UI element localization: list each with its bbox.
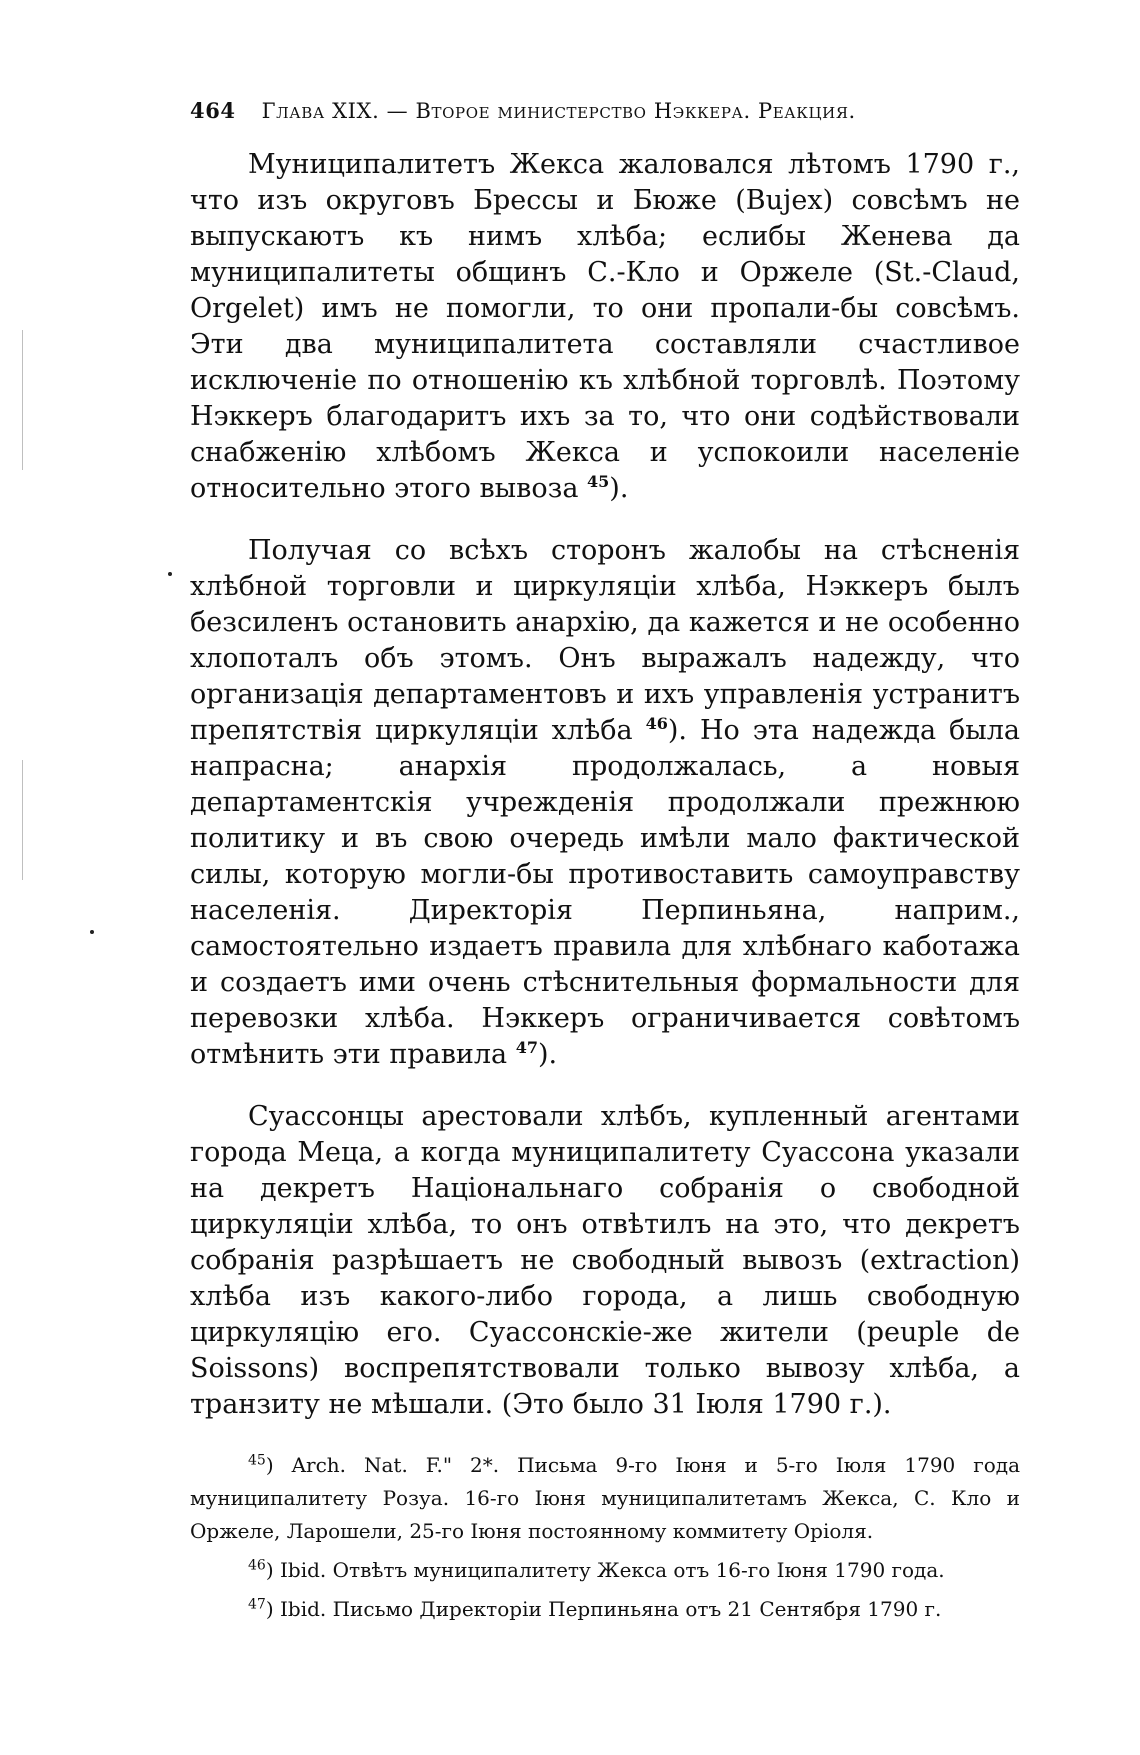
running-header <box>190 98 1020 123</box>
margin-dot <box>90 930 94 934</box>
paragraph-text: Суассонцы арестовали хлѣбъ, купленный агентами города Меца, а когда муниципалитету Суассона указали на декретъ Національнаго собранія о свободной циркуляціи хлѣба, то онъ отвѣтилъ на это, что декретъ собранія разрѣшаетъ не свободный вывозъ (extraction) хлѣба изъ какого-либо города, а лишь свободную циркуляцію его. Суассонскіе-же жители (peuple de Soissons) воспрепятствовали только вывозу хлѣба, а транзиту не мѣшали. (Это было 31 Іюля 1790 г.). <box>190 1101 1020 1420</box>
paragraph-2 <box>190 533 1020 1073</box>
footnote-mark: 45 <box>248 1452 266 1469</box>
footnote-mark: 46 <box>248 1557 266 1574</box>
page-number: 464 <box>190 98 236 123</box>
footnote-ref-47[interactable]: 47 <box>515 1038 538 1057</box>
footnotes <box>190 1449 1020 1626</box>
paragraph-text: Получая со всѣхъ сторонъ жалобы на стѣсненія хлѣбной торговли и циркуляціи хлѣба, Нэккеръ былъ безсиленъ остановить анархію, да кажется и не особенно хлопоталъ объ этомъ. Онъ выражалъ надежду, что организація департаментовъ и ихъ управленія устранитъ препятствія циркуляціи хлѣба <box>190 535 1020 746</box>
footnote-text: Arch. Nat. F." 2*. Письма 9-го Іюня и 5-го Іюля 1790 года муниципалитету Розуа. 16-го Іюня муниципалитетамъ Жекса, С. Кло и Оржеле, Ларошели, 25-го Іюня постоянному коммитету Оріоля. <box>190 1453 1020 1543</box>
paragraph-text: ). <box>538 1039 558 1070</box>
footnote-text: Ibid. Отвѣтъ муниципалитету Жекса отъ 16-го Іюня 1790 года. <box>280 1558 945 1582</box>
paragraph-1 <box>190 147 1020 507</box>
chapter-title: Глава XIX. — Второе министерство Нэккера. Реакция. <box>261 99 856 123</box>
left-margin-line-lower <box>22 760 23 880</box>
footnote-47: $^{47}$) Ibid. Письмо Директоріи Перпиньяна отъ 21 Сентября 1790 г. <box>248 1596 942 1621</box>
footnote-ref-46[interactable]: 46 <box>645 714 668 733</box>
footnote-46: $^{46}$) Ibid. Отвѣтъ муниципалитету Жекса отъ 16-го Іюня 1790 года. <box>248 1557 945 1582</box>
paragraph-text: ). <box>609 473 629 504</box>
paragraph-text: ). Но эта надежда была напрасна; анархія продолжалась, а новыя департаментскія учрежденія продолжали прежнюю политику и въ свою очередь имѣли мало фактической силы, которую могли-бы противоставить самоуправству населенія. Директорія Перпиньяна, наприм., самостоятельно издаетъ правила для хлѣбнаго каботажа и создаетъ ими очень стѣснительныя формальности для перевозки хлѣба. Нэккеръ ограничивается совѣтомъ отмѣнить эти правила <box>190 715 1021 1070</box>
margin-dot <box>168 572 172 576</box>
footnote-45: $^{45}$) Arch. Nat. F." 2*. Письма 9-го Іюня и 5-го Іюля 1790 года муниципалитету Розуа. 16-го Іюня муниципалитетамъ Жекса, С. Кло и Оржеле, Ларошели, 25-го Іюня постоянному коммитету Оріоля. <box>190 1452 1020 1543</box>
paragraph-text: Муниципалитетъ Жекса жаловался лѣтомъ 1790 г., что изъ округовъ Брессы и Бюже (Bujex) совсѣмъ не выпускаютъ къ нимъ хлѣба; еслибы Женева да муниципалитеты общинъ С.-Кло и Оржеле (St.-Claud, Orgelet) имъ не помогли, то они пропали-бы совсѣмъ. Эти два муниципалитета составляли счастливое исключеніе по отношенію къ хлѣбной торговлѣ. Поэтому Нэккеръ благодаритъ ихъ за то, что они содѣйствовали снабженію хлѣбомъ Жекса и успокоили населеніе относительно этого вывоза <box>190 149 1020 504</box>
footnote-ref-45[interactable]: 45 <box>587 472 610 491</box>
footnote-mark: 47 <box>248 1596 266 1613</box>
page-body <box>190 98 1020 1632</box>
paragraph-3 <box>190 1099 1020 1423</box>
left-margin-line <box>22 330 23 470</box>
footnote-text: Ibid. Письмо Директоріи Перпиньяна отъ 21 Сентября 1790 г. <box>280 1597 942 1621</box>
